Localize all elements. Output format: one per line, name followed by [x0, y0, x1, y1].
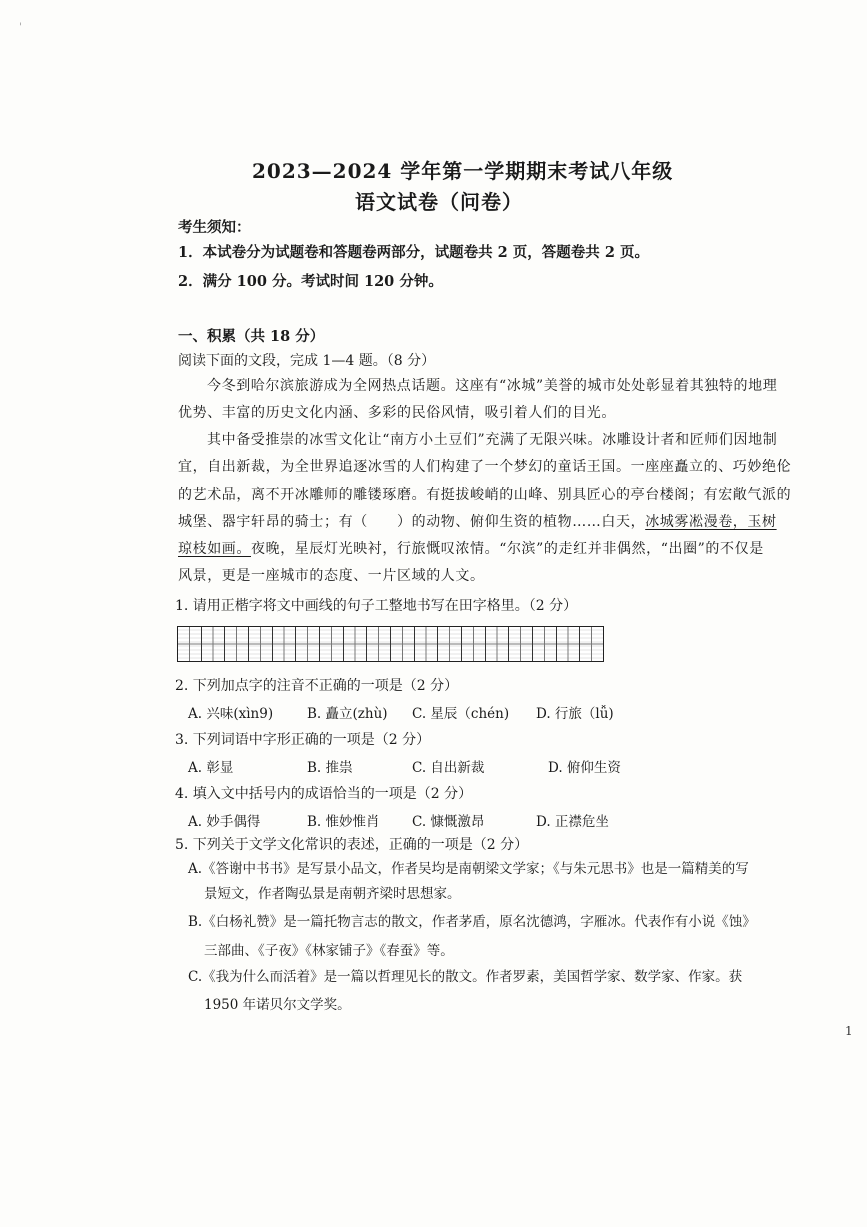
tianzige-cell[interactable]	[557, 627, 581, 661]
passage-line: 的艺术品，离不开冰雕师的雕镂琢磨。有挺拔峻峭的山峰、别具匠心的亭台楼阁；有宏敞气派的	[178, 487, 792, 503]
tianzige-cell[interactable]	[320, 627, 344, 661]
passage-line	[178, 511, 777, 531]
exam-subtitle: 语文试卷（问卷）	[355, 190, 523, 214]
notice-heading: 考生须知：	[178, 219, 251, 236]
question-2-stem: 2. 下列加点字的注音不正确的一项是（2 分）	[175, 678, 459, 694]
tianzige-cell[interactable]	[509, 627, 533, 661]
question-3-option-a: A. 彰显	[188, 760, 234, 776]
question-3-stem: 3. 下列词语中字形正确的一项是（2 分）	[175, 732, 431, 748]
question-2-option-a: A. 兴味(xìn9)	[188, 706, 274, 722]
tianzige-cell[interactable]	[580, 627, 603, 661]
section-intro: 阅读下面的文段，完成 1—4 题。（8 分）	[178, 353, 436, 369]
question-5-stem: 5. 下列关于文学文化常识的表述，正确的一项是（2 分）	[175, 837, 529, 853]
question-5-option-b-cont: 三部曲、《子夜》《林家铺子》《春蚕》等。	[204, 943, 454, 959]
underlined-sentence: 冰城雾凇漫卷，玉树	[645, 514, 777, 530]
tianzige-cell[interactable]	[249, 627, 273, 661]
question-2-option-d: D. 行旅（lǚ)	[536, 706, 614, 722]
question-4-option-c: C. 慷慨激昂	[412, 814, 485, 830]
tianzige-cell[interactable]	[415, 627, 439, 661]
section-heading: 一、积累（共 18 分）	[178, 328, 325, 345]
passage-line: 优势、丰富的历史文化内涵、多彩的民俗风情，吸引着人们的目光。	[178, 405, 616, 421]
question-3-option-d: D. 俯仰生资	[548, 760, 621, 776]
passage-line: 今冬到哈尔滨旅游成为全网热点话题。这座有“冰城”美誉的城市处处彰显着其独特的地理	[207, 378, 778, 394]
question-3-option-b: B. 推祟	[307, 760, 353, 776]
tianzige-cell[interactable]	[178, 627, 202, 661]
notice-item-1: 1．本试卷分为试题卷和答题卷两部分，试题卷共 2 页，答题卷共 2 页。	[178, 244, 649, 261]
page-number: 1	[845, 1024, 853, 1038]
underlined-sentence: 琼枝如画。	[178, 541, 251, 557]
tianzige-cell[interactable]	[533, 627, 557, 661]
tianzige-cell[interactable]	[486, 627, 510, 661]
passage-line: 其中备受推崇的冰雪文化让“南方小土豆们”充满了无限兴味。冰雕设计者和匠师们因地制	[207, 432, 778, 448]
notice-item-2: 2．满分 100 分。考试时间 120 分钟。	[178, 273, 443, 290]
question-5-option-c: C.《我为什么而活着》是一篇以哲理见长的散文。作者罗素，美国哲学家、数学家、作家。获	[188, 969, 743, 985]
tianzige-cell[interactable]	[273, 627, 297, 661]
tianzige-writing-grid[interactable]	[177, 626, 604, 662]
question-5-option-a: A.《答谢中书书》是写景小品文，作者吴均是南朝梁文学家；《与朱元思书》也是一篇精美的写	[188, 861, 749, 877]
tianzige-cell[interactable]	[225, 627, 249, 661]
question-4-option-d: D. 正襟危坐	[536, 814, 609, 830]
question-1-stem: 1. 请用正楷字将文中画线的句子工整地书写在田字格里。（2 分）	[175, 598, 578, 614]
question-5-option-a-cont: 景短文，作者陶弘景是南朝齐梁时思想家。	[204, 886, 461, 902]
tianzige-cell[interactable]	[391, 627, 415, 661]
passage-line	[178, 538, 764, 558]
question-5-option-b: B.《白杨礼赞》是一篇托物言志的散文，作者茅盾，原名沈德鸿，字雁冰。代表作有小说《蚀》	[188, 914, 756, 930]
passage-line: 宜，自出新裁，为全世界追逐冰雪的人们构建了一个梦幻的童话王国。一座座矗立的、巧妙绝伦	[178, 459, 792, 475]
question-4-option-a: A. 妙手偶得	[188, 814, 261, 830]
tianzige-cell[interactable]	[438, 627, 462, 661]
question-2-option-b: B. 矗立(zhù)	[307, 706, 388, 722]
passage-line: 风景，更是一座城市的态度、一片区域的人文。	[178, 568, 485, 584]
tianzige-cell[interactable]	[367, 627, 391, 661]
passage-text: 城堡、器宇轩昂的骑士；有（ ）的动物、俯仰生资的植物……白天，	[178, 514, 646, 530]
tianzige-cell[interactable]	[344, 627, 368, 661]
passage-text: 夜晚，星辰灯光映衬，行旅慨叹浓情。“尔滨”的走红并非偶然，“出圈”的不仅是	[251, 541, 764, 557]
question-4-option-b: B. 惟妙惟肖	[307, 814, 380, 830]
margin-mark: '	[19, 22, 22, 33]
exam-title: 2023—2024 学年第一学期期末考试八年级	[252, 159, 674, 183]
question-4-stem: 4. 填入文中括号内的成语恰当的一项是（2 分）	[175, 786, 473, 802]
question-3-option-c: C. 自出新裁	[412, 760, 485, 776]
tianzige-cell[interactable]	[462, 627, 486, 661]
question-5-option-c-cont: 1950 年诺贝尔文学奖。	[204, 997, 351, 1013]
tianzige-cell[interactable]	[296, 627, 320, 661]
tianzige-cell[interactable]	[202, 627, 226, 661]
question-2-option-c: C. 星辰（chén)	[412, 706, 510, 722]
